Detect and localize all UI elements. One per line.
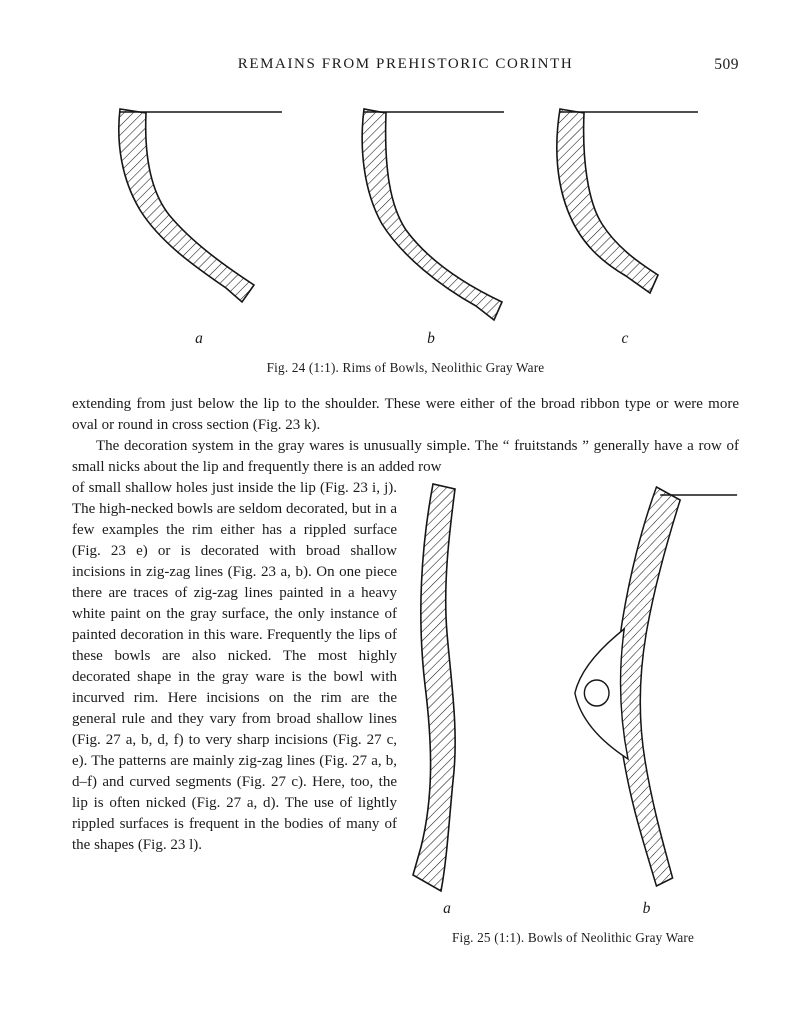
figure-24 <box>72 104 739 348</box>
hatched-section-band <box>119 109 254 302</box>
hatched-section-band <box>413 484 455 891</box>
fig25-label-b: b <box>642 900 651 917</box>
paragraph-decoration-wrapped: of small shallow holes just inside the lip (Fig. 23 i, j). The high-necked bowls are seldom decorated, but in a few examples the rim either has a rippled surface (Fig. 23 e) or is decorated with broad shallow incisions in zig-zag lines (Fig. 23 a, b). On one piece there are traces of zig-zag lines painted in a heavy white paint on the gray surface, the only instance of painted decoration in this ware. Frequently the lips of these bowls are also nicked. The most highly decorated shape in the gray ware is the bowl with incurved rim. Here incisions on the rim are the general rule and they vary from broad shallow lines (Fig. 27 a, b, d, f) to very sharp incisions (Fig. 27 c, e). The patterns are mainly zig-zag lines (Fig. 27 a, b, d–f) and curved segments (Fig. 27 c). Here, too, the lip is often nicked (Fig. 27 a, d). The use of lightly rippled surfaces is frequent in the bodies of many of the shapes (Fig. 23 l). <box>72 480 397 853</box>
fig25-bowl-profile-b-drawing <box>554 481 739 893</box>
figure-25-drawings <box>407 481 739 893</box>
hatched-section-band <box>617 487 680 886</box>
fig24-label-a: a <box>195 330 203 347</box>
fig24-rim-profile-b-drawing <box>356 104 506 332</box>
figure-24-column-a <box>114 104 284 348</box>
fig24-label-c: c <box>621 330 629 347</box>
fig25-bowl-profile-a-drawing <box>407 481 487 893</box>
figure-25-caption: Fig. 25 (1:1). Bowls of Neolithic Gray Ware <box>451 930 695 945</box>
page-number: 509 <box>714 56 739 73</box>
text-and-figure-25-region <box>72 478 739 945</box>
fig24-rim-profile-a-drawing <box>114 104 284 312</box>
paragraph-continuation: extending from just below the lip to the shoulder. These were either of the broad ribbon type or were more oval or round in cross section (Fig. 23 k). <box>72 396 739 433</box>
figure-25-labels <box>407 898 739 919</box>
lug-perforation-hole <box>584 680 609 706</box>
figure-24-column-c <box>550 104 700 348</box>
hatched-section-band <box>557 109 658 293</box>
paragraph-decoration-intro: The decoration system in the gray wares is unusually simple. The “ fruitstands ” generally have a row of small nicks about the lip and frequently there is an added row <box>72 438 739 475</box>
body-text <box>72 394 739 945</box>
figure-24-column-b <box>356 104 506 348</box>
page-header <box>72 56 739 78</box>
figure-24-caption: Fig. 24 (1:1). Rims of Bowls, Neolithic Gray Ware <box>266 360 545 375</box>
hatched-section-band <box>362 109 502 320</box>
running-head-title: REMAINS FROM PREHISTORIC CORINTH <box>237 56 574 72</box>
fig24-rim-profile-c-drawing <box>550 104 700 304</box>
fig24-label-b: b <box>427 330 435 347</box>
fig25-label-a: a <box>443 900 451 917</box>
figure-25 <box>407 478 739 948</box>
